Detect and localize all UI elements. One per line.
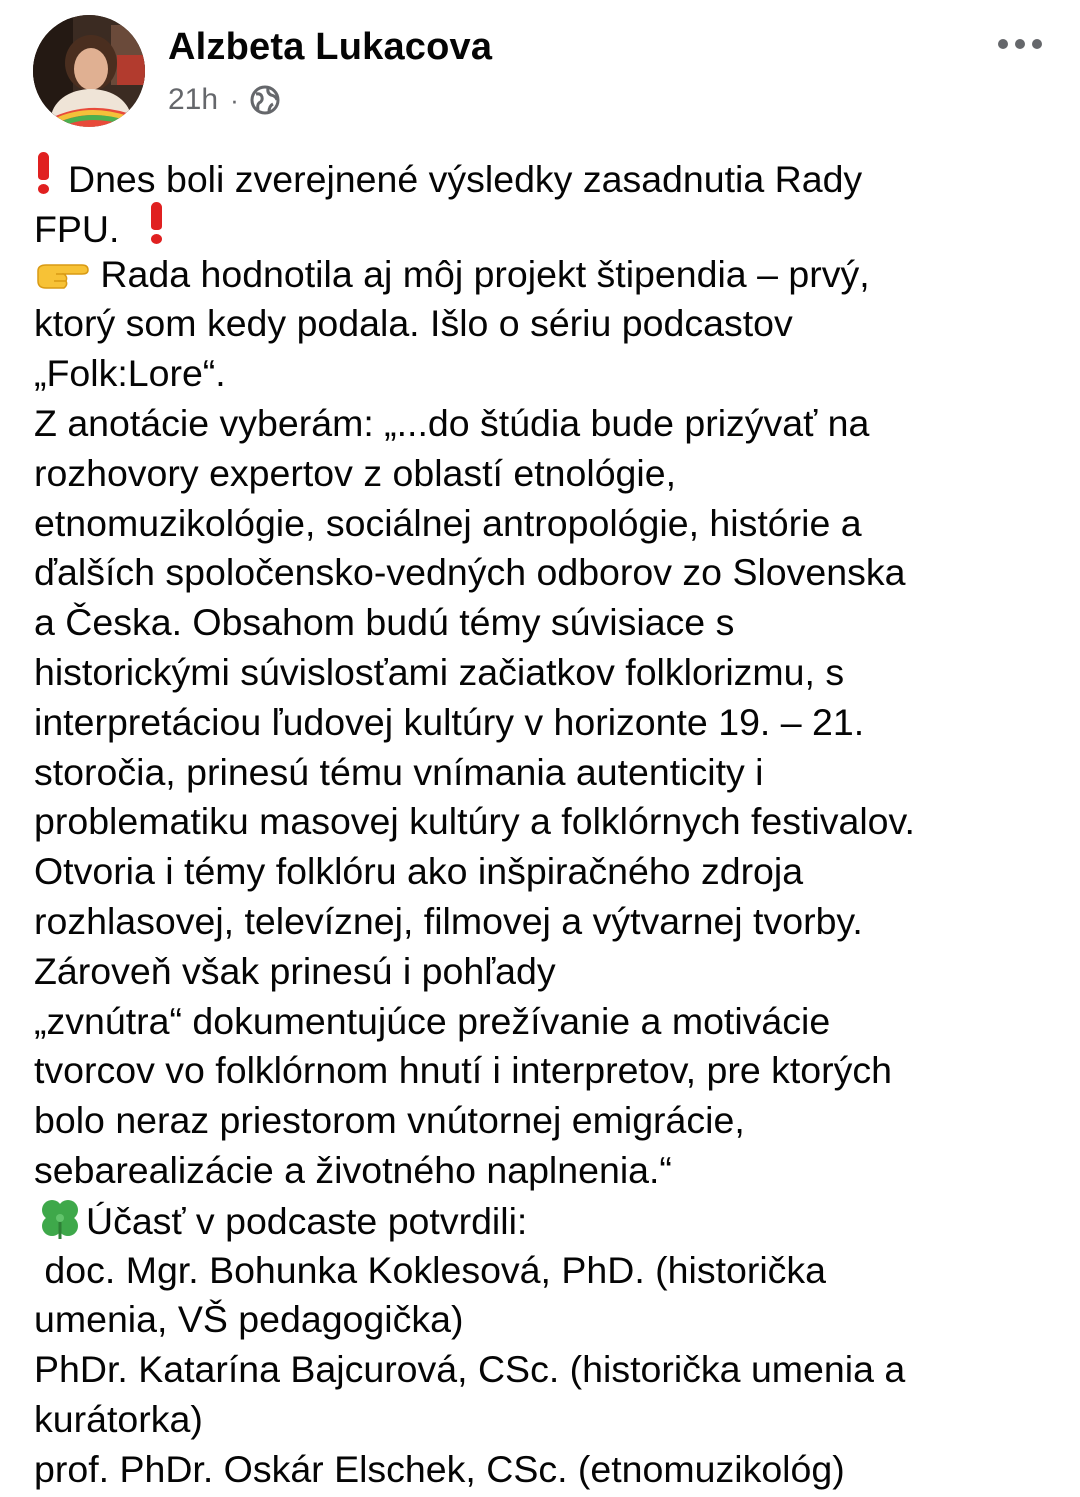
post-text-line: interpretáciou ľudovej kultúry v horizonte 19. – 21. (34, 700, 865, 743)
post-meta (168, 82, 281, 118)
post-text-line: doc. Mgr. Bohunka Koklesová, PhD. (historička (34, 1248, 827, 1291)
post-text-line: Z anotácie vyberám: „...do štúdia bude prizývať na (34, 401, 870, 444)
post-text-line: historickými súvislosťami začiatkov folklorizmu, s (34, 650, 845, 693)
red-exclamation-icon (34, 152, 54, 194)
post-text-line: etnomuzikológie, sociálnej antropológie, histórie a (34, 501, 862, 544)
post-time[interactable]: 21h (168, 83, 219, 116)
more-options-icon[interactable] (990, 28, 1050, 60)
four-leaf-clover-icon (34, 1196, 86, 1253)
post-text-line: a Česka. Obsahom budú témy súvisiace s (34, 601, 735, 644)
post-text-line: „zvnútra“ dokumentujúce prežívanie a motivácie (34, 999, 831, 1042)
post-text-line: bolo neraz priestorom vnútornej emigrácie, (34, 1099, 745, 1142)
profile-photo (33, 15, 145, 127)
author-name[interactable]: Alzbeta Lukacova (168, 26, 493, 68)
more-dot (1015, 39, 1025, 49)
post-text-line: kurátorka) (34, 1397, 203, 1440)
post-text-line: rozhlasovej, televíznej, filmovej a výtvarnej tvorby. (34, 899, 863, 942)
post-text-line: Rada hodnotila aj môj projekt štipendia – prvý, (34, 250, 1074, 300)
more-dot (1032, 39, 1042, 49)
meta-separator: · (230, 84, 239, 115)
avatar[interactable] (33, 15, 145, 127)
post-text-line: umenia, VŠ pedagogička) (34, 1298, 464, 1341)
post-text-line: Zároveň však prinesú i pohľady (34, 949, 556, 992)
post-text-line: FPU. (34, 200, 1074, 250)
globe-icon[interactable] (249, 84, 281, 116)
post-text-line: ktorý som kedy podala. Išlo o sériu podcastov (34, 302, 793, 345)
post-text-line: „Folk:Lore“. (34, 352, 226, 395)
post-text-line: tvorcov vo folklórnom hnutí i interpretov, pre ktorých (34, 1049, 892, 1092)
post-text-line: PhDr. Katarína Bajcurová, CSc. (historička umenia a (34, 1348, 906, 1391)
post-text-line: ďalších spoločensko-vedných odborov zo Slovenska (34, 551, 906, 594)
post-text-line: storočia, prinesú tému vnímania autenticity i (34, 750, 764, 793)
post-text-line: prof. PhDr. Oskár Elschek, CSc. (etnomuzikológ) (34, 1447, 845, 1490)
more-dot (998, 39, 1008, 49)
post-text-line: problematiku masovej kultúry a folklórnych festivalov. (34, 800, 915, 843)
post-text-line: Účasť v podcaste potvrdili: (34, 1196, 1074, 1246)
red-exclamation-icon (147, 202, 167, 244)
post-text-line: sebarealizácie a životného naplnenia.“ (34, 1148, 672, 1191)
post-text-line: Dnes boli zverejnené výsledky zasadnutia Rady (34, 150, 1074, 200)
post-text (34, 150, 1074, 1495)
post-text-line: Otvoria i témy folklóru ako inšpiračného zdroja (34, 850, 804, 893)
post-header (0, 0, 1080, 140)
post-text-line: rozhovory expertov z oblastí etnológie, (34, 451, 677, 494)
pointing-hand-icon (34, 256, 90, 306)
